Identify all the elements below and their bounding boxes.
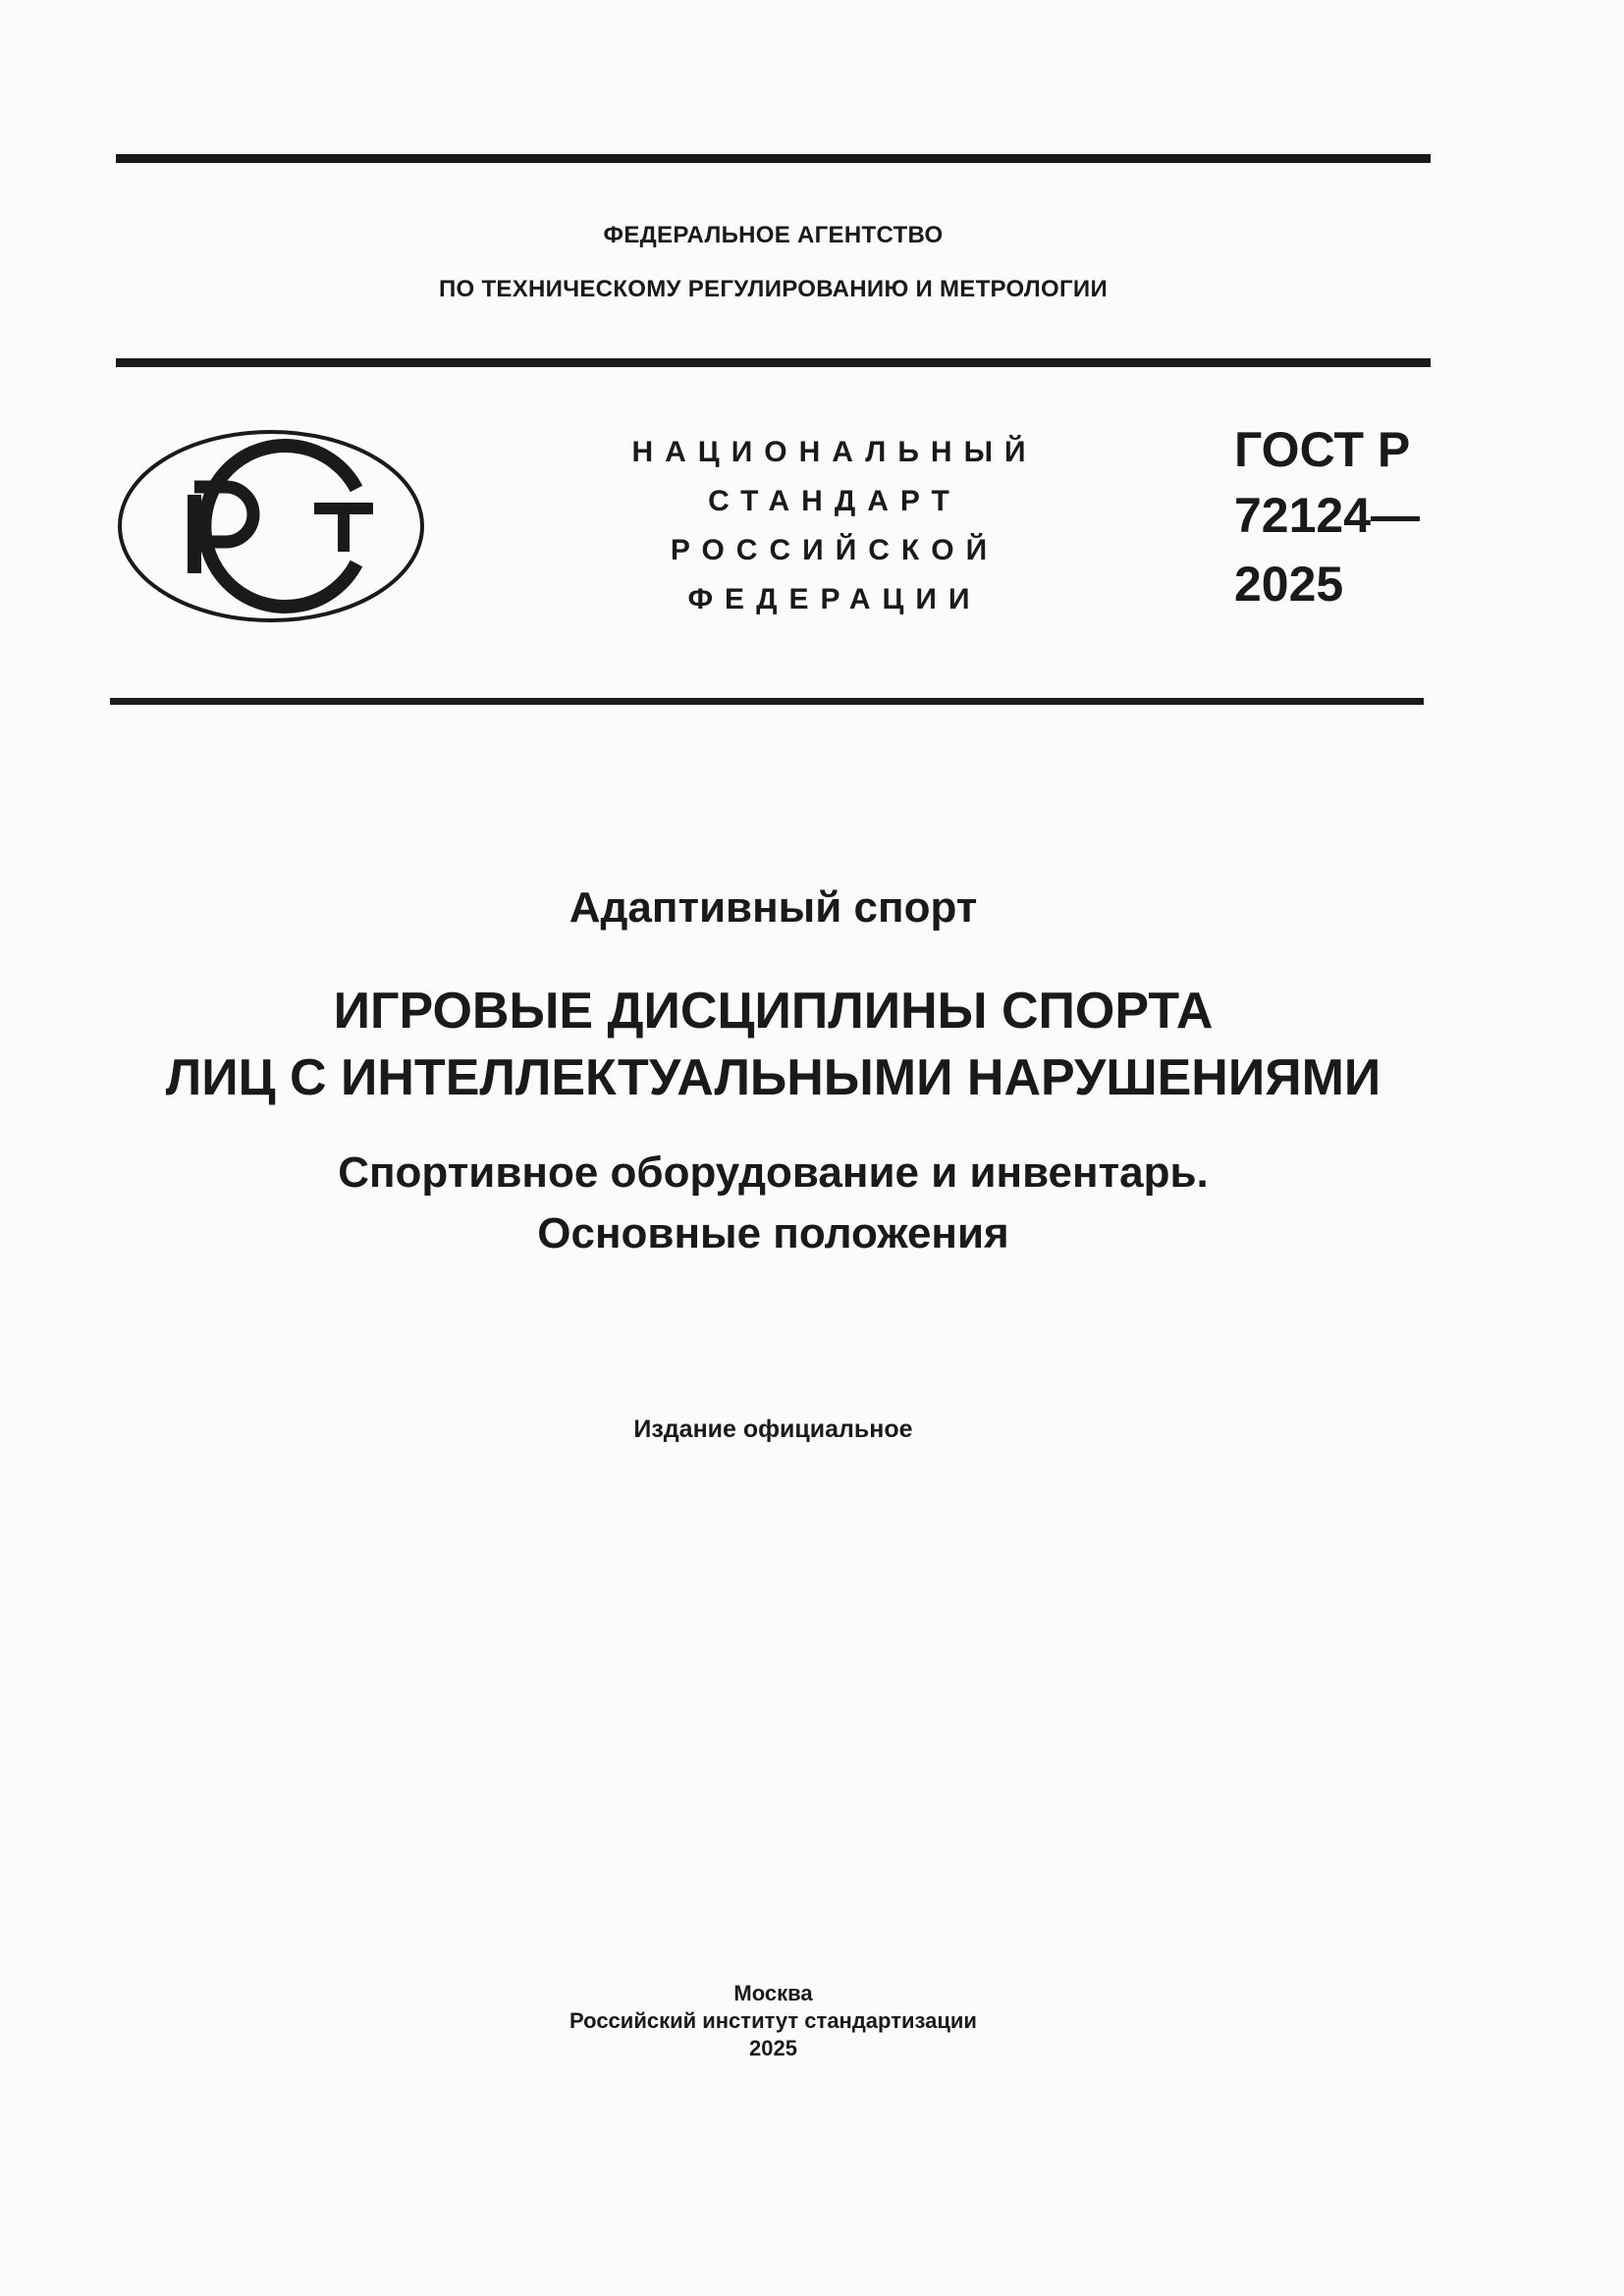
designation-line-2: 72124— bbox=[1234, 488, 1421, 543]
document-title-line-2: ЛИЦ С ИНТЕЛЛЕКТУАЛЬНЫМИ НАРУШЕНИЯМИ bbox=[165, 1049, 1381, 1106]
designation-line-1: ГОСТ Р bbox=[1234, 422, 1411, 477]
imprint-publisher: Российский институт стандартизации bbox=[569, 2008, 977, 2033]
imprint-year: 2025 bbox=[749, 2036, 797, 2060]
document-title-line-1: ИГРОВЫЕ ДИСЦИПЛИНЫ СПОРТА bbox=[333, 983, 1214, 1040]
rst-certification-mark-icon bbox=[116, 428, 426, 624]
standard-type-line-1: НАЦИОНАЛЬНЫЙ bbox=[631, 436, 1038, 468]
agency-line-2: ПО ТЕХНИЧЕСКОМУ РЕГУЛИРОВАНИЮ И МЕТРОЛОГИИ bbox=[438, 276, 1109, 302]
document-subtitle-line-2: Основные положения bbox=[537, 1209, 1009, 1257]
designation-line-3: 2025 bbox=[1234, 557, 1344, 612]
middle-rule bbox=[116, 358, 1431, 367]
standard-type-line-2: СТАНДАРТ bbox=[708, 485, 961, 517]
document-subtitle-line-1: Спортивное оборудование и инвентарь. bbox=[338, 1148, 1209, 1197]
standard-type-line-3: РОССИЙСКОЙ bbox=[670, 534, 1000, 566]
imprint-city: Москва bbox=[733, 1981, 813, 2005]
lower-rule bbox=[110, 698, 1424, 705]
document-subject: Адаптивный спорт bbox=[568, 883, 978, 932]
edition-note: Издание официальное bbox=[633, 1415, 913, 1443]
standard-type-line-4: ФЕДЕРАЦИИ bbox=[687, 583, 982, 615]
top-rule bbox=[116, 154, 1431, 163]
agency-line-1: ФЕДЕРАЛЬНОЕ АГЕНТСТВО bbox=[603, 222, 944, 248]
